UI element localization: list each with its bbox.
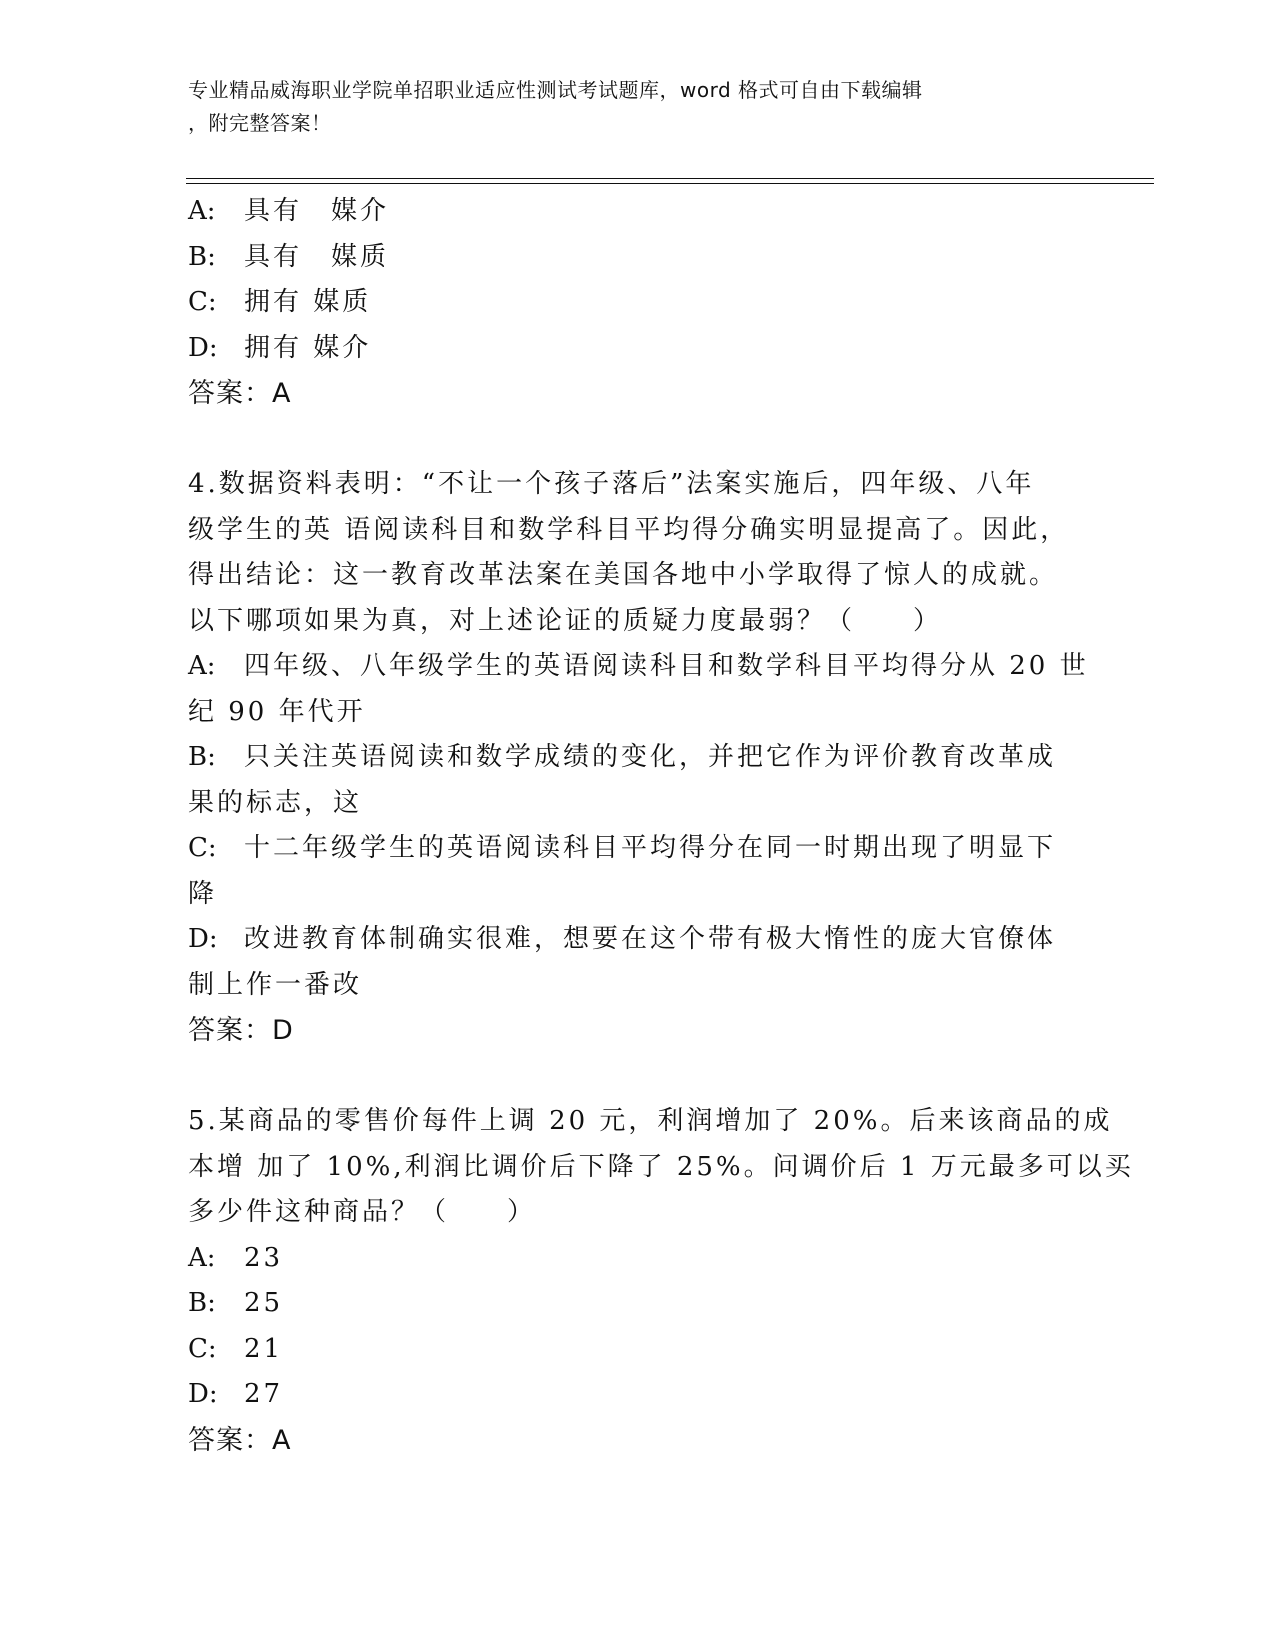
- option-text: 拥有 媒介: [244, 332, 372, 363]
- q4-option-c: [188, 826, 1088, 872]
- option-text: 十二年级学生的英语阅读科目平均得分在同一时期出现了明显下: [244, 833, 1057, 863]
- q3-option-d: [188, 326, 1088, 372]
- question-3: [188, 189, 1088, 417]
- q3-option-b: [188, 235, 1088, 281]
- header-line-1: 专业精品威海职业学院单招职业适应性测试考试题库，word 格式可自由下载编辑: [188, 78, 923, 102]
- q3-option-c: [188, 280, 1088, 326]
- document-content: [188, 189, 1134, 1463]
- header-divider-bottom: [186, 183, 1154, 184]
- option-text: 具有 媒质: [244, 241, 390, 272]
- spacer: [188, 1054, 1088, 1100]
- option-text: 拥有 媒质: [244, 287, 372, 317]
- document-header: [188, 74, 1088, 140]
- option-text: 21: [244, 1333, 284, 1364]
- q4-option-d-continuation: 制上作一番改: [188, 969, 363, 1000]
- q4-option-b: [188, 735, 1088, 781]
- option-label: A:: [188, 651, 216, 681]
- q4-stem-line: 级学生的英 语阅读科目和数学科目平均得分确实明显提高了。因此，: [188, 514, 1070, 545]
- option-text: 四年级、八年级学生的英语阅读科目和数学科目平均得分从 20 世: [244, 651, 1089, 681]
- header-divider-top: [186, 178, 1154, 179]
- q4-stem-line: 以下哪项如果为真，对上述论证的质疑力度最弱？（ ）: [188, 605, 943, 636]
- option-label: B:: [188, 1288, 216, 1318]
- spacer: [188, 417, 1088, 463]
- q4-stem-line: 4.数据资料表明：“不让一个孩子落后”法案实施后，四年级、八年: [188, 469, 1035, 499]
- option-label: D:: [188, 1379, 218, 1409]
- q4-option-a: [188, 644, 1088, 690]
- question-4: [188, 462, 1088, 1054]
- q3-option-a: [188, 189, 1088, 235]
- q4-option-b-continuation: 果的标志，这: [188, 787, 363, 818]
- q5-option-c: [188, 1327, 1088, 1373]
- option-text: 23: [244, 1242, 284, 1273]
- option-text: 改进教育体制确实很难，想要在这个带有极大惰性的庞大官僚体: [244, 924, 1057, 954]
- option-label: C:: [188, 833, 217, 863]
- q5-stem-line: 多少件这种商品？（ ）: [188, 1197, 537, 1227]
- q3-answer: 答案：A: [188, 378, 292, 409]
- option-label: B:: [188, 241, 216, 272]
- q5-option-d: [188, 1372, 1088, 1418]
- q4-option-a-continuation: 纪 90 年代开: [188, 696, 366, 727]
- option-label: D:: [188, 332, 218, 363]
- q4-answer: 答案：D: [188, 1015, 294, 1046]
- option-label: D:: [188, 924, 218, 954]
- question-5: [188, 1099, 1134, 1463]
- option-text: 具有 媒介: [244, 196, 390, 226]
- option-text: 25: [244, 1288, 284, 1318]
- q4-option-c-continuation: 降: [188, 878, 218, 909]
- q4-stem-line: 得出结论：这一教育改革法案在美国各地中小学取得了惊人的成就。: [188, 560, 1059, 590]
- option-label: B:: [188, 742, 216, 772]
- option-label: C:: [188, 1333, 217, 1364]
- option-label: C:: [188, 287, 217, 317]
- option-text: 27: [244, 1379, 284, 1409]
- q5-stem-line: 本增 加了 10%,利润比调价后下降了 25%。问调价后 1 万元最多可以买: [188, 1151, 1134, 1182]
- option-label: A:: [188, 1242, 216, 1273]
- q5-answer: 答案：A: [188, 1424, 292, 1456]
- option-label: A:: [188, 196, 216, 226]
- option-text: 只关注英语阅读和数学成绩的变化，并把它作为评价教育改革成: [244, 742, 1057, 772]
- q5-option-a: [188, 1236, 1088, 1282]
- q5-stem-line: 5.某商品的零售价每件上调 20 元，利润增加了 20%。后来该商品的成: [188, 1106, 1113, 1136]
- q5-option-b: [188, 1281, 1088, 1327]
- header-line-2: ，附完整答案！: [188, 111, 332, 135]
- q4-option-d: [188, 917, 1088, 963]
